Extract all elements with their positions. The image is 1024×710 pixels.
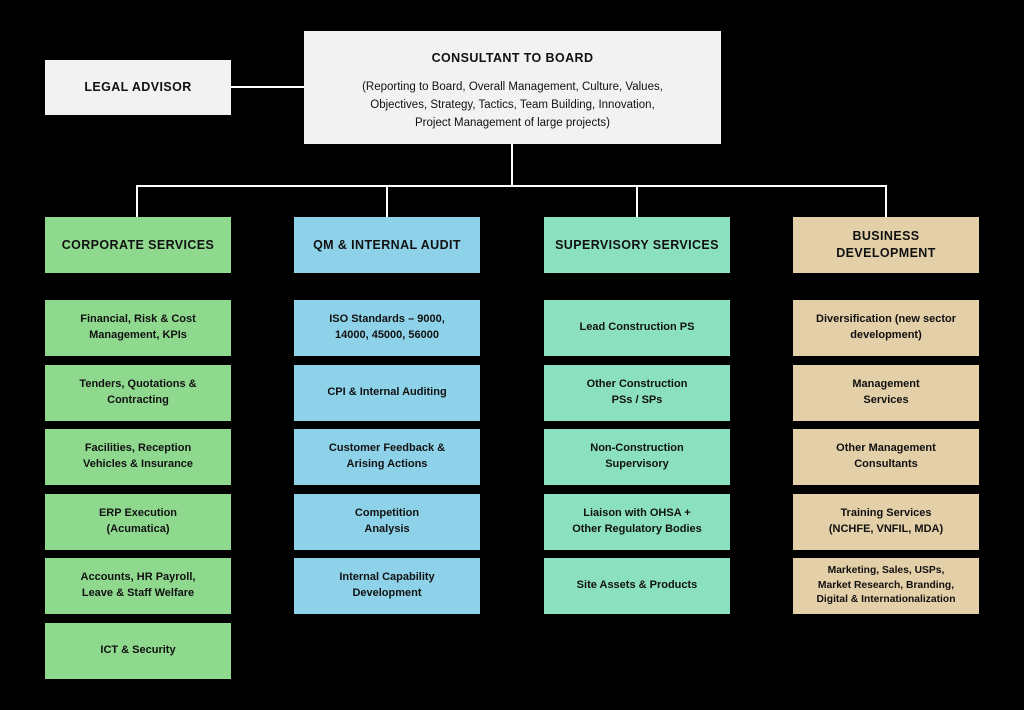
item-line: Arising Actions [346,458,428,470]
item-line: Market Research, Branding, [817,579,955,591]
item-line: Other Regulatory Bodies [572,522,702,535]
consultant-line-1: (Reporting to Board, Overall Management, Culture, Values, [362,80,663,93]
item-line: CPI & Internal Auditing [327,385,447,398]
column-1-item-4 [45,494,231,550]
item-line: Tenders, Quotations & [79,377,197,390]
item-line: Site Assets & Products [576,579,698,592]
item-line: Other Construction [586,377,688,390]
column-3-item-1 [544,300,730,356]
column-1-item-6 [45,623,231,679]
column-2-item-4 [294,494,480,550]
consultant-title: CONSULTANT TO BOARD [431,51,594,65]
item-line: 14000, 45000, 56000 [335,329,439,341]
column-header-label: CORPORATE SERVICES [61,237,215,252]
legal-advisor-box [45,60,231,115]
column-3-item-5 [544,558,730,614]
legal-advisor-label: LEGAL ADVISOR [84,80,192,95]
item-line: Internal Capability [339,571,435,584]
item-line: ICT & Security [100,643,176,656]
column-4-item-4 [793,494,979,550]
column-2-item-1 [294,300,480,356]
item-line: Analysis [364,522,410,535]
item-line: Contracting [107,393,169,406]
column-header-4 [793,217,979,273]
item-line: Development [352,587,422,599]
item-line: Other Management [836,442,936,455]
column-1-item-1 [45,300,231,356]
column-4-item-1 [793,300,979,356]
connector-drop-col-1 [136,185,138,217]
column-header-2 [294,217,480,273]
item-line: Financial, Risk & Cost [80,313,196,326]
item-line: ERP Execution [98,506,178,519]
item-line: development) [850,329,922,341]
column-3-item-4 [544,494,730,550]
column-header-label: QM & INTERNAL AUDIT [313,237,461,252]
item-line: PSs / SPs [611,393,663,406]
column-header-3 [544,217,730,273]
item-line: (NCHFE, VNFIL, MDA) [828,522,944,535]
connector-horizontal-bus [137,185,887,187]
item-line: Lead Construction PS [579,321,695,334]
connector-consultant-stem [511,144,513,187]
column-2-item-5 [294,558,480,614]
item-line: Marketing, Sales, USPs, [827,565,945,577]
column-2-item-3 [294,429,480,485]
connector-drop-col-2 [386,185,388,217]
column-4-item-3 [793,429,979,485]
item-line: Vehicles & Insurance [82,458,194,470]
item-line: Competition [354,506,420,519]
column-3-item-3 [544,429,730,485]
item-line: Management [852,377,920,390]
item-line: ISO Standards – 9000, [329,313,445,326]
item-line: Leave & Staff Welfare [81,587,195,599]
column-4-item-2 [793,365,979,421]
item-line: (Acumatica) [106,522,170,535]
consultant-to-board-box [304,31,721,144]
column-1-item-3 [45,429,231,485]
item-line: Services [863,393,909,406]
column-1-item-2 [45,365,231,421]
column-4-item-5 [793,558,979,614]
item-line: Facilities, Reception [84,442,192,455]
consultant-line-2: Objectives, Strategy, Tactics, Team Building, Innovation, [370,98,655,111]
column-1-item-5 [45,558,231,614]
item-line: Non-Construction [590,442,684,455]
item-line: Diversification (new sector [816,313,956,326]
connector-drop-col-3 [636,185,638,217]
consultant-line-3: Project Management of large projects) [415,116,610,129]
column-3-item-2 [544,365,730,421]
item-line: Training Services [840,506,932,519]
item-line: Management, KPIs [89,329,187,341]
column-header-label: SUPERVISORY SERVICES [555,237,719,252]
column-header-1 [45,217,231,273]
column-header-label: BUSINESS DEVELOPMENT [836,229,936,260]
column-2-item-2 [294,365,480,421]
item-line: Liaison with OHSA + [583,506,691,519]
item-line: Accounts, HR Payroll, [80,571,196,584]
item-line: Digital & Internationalization [816,594,956,606]
item-line: Consultants [854,458,918,470]
item-line: Supervisory [605,458,669,470]
item-line: Customer Feedback & [328,442,446,455]
connector-legal-advisor [231,86,304,88]
connector-drop-col-4 [885,185,887,217]
